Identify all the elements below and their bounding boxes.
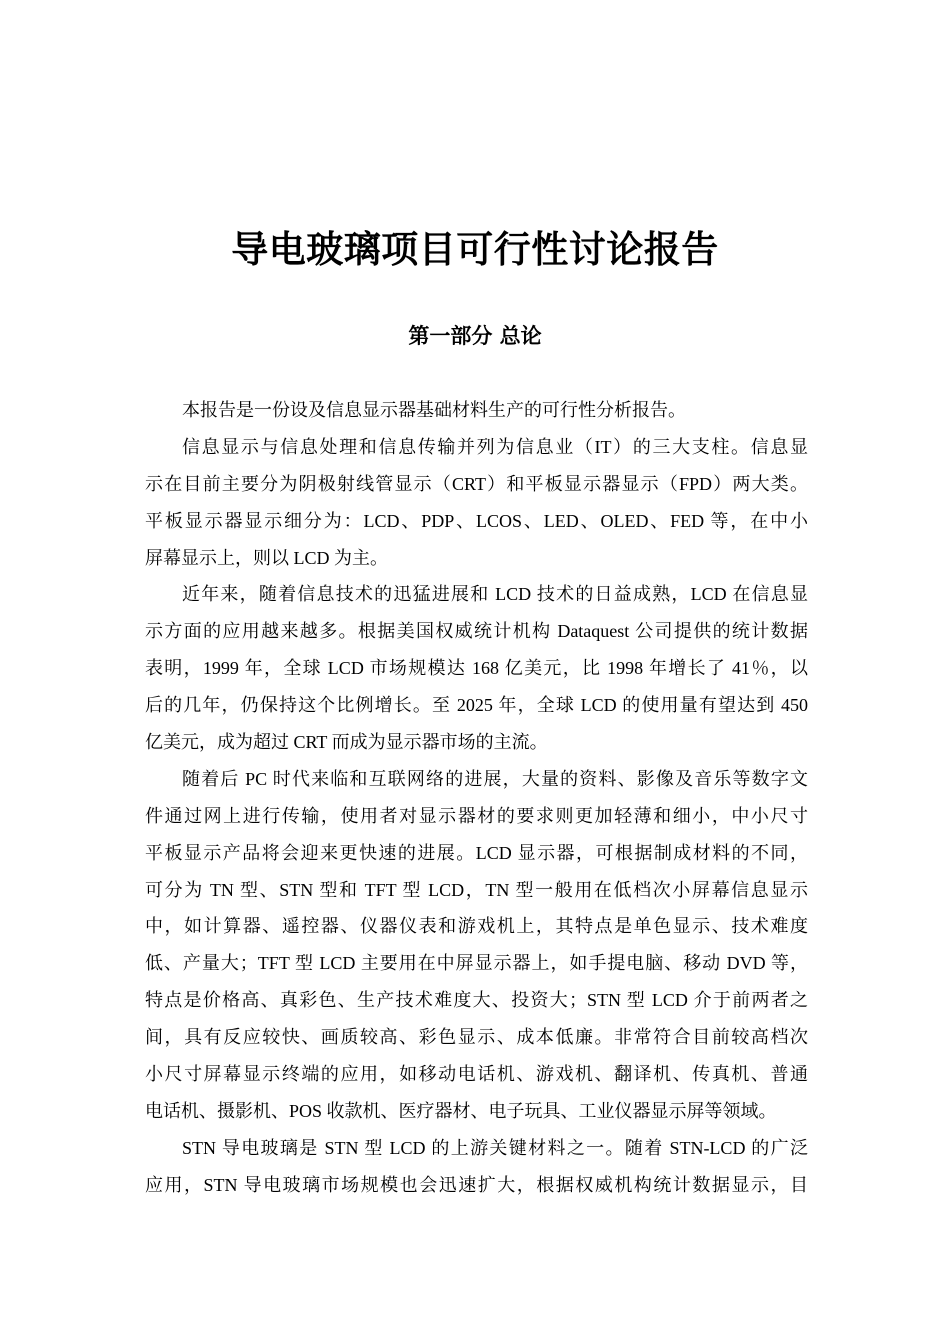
paragraph-4-line-10: 电话机、摄影机、POS 收款机、医疗器材、电子玩具、工业仪器显示屏等领域。 <box>145 1100 777 1121</box>
document-title: 导电玻璃项目可行性讨论报告 <box>231 228 719 271</box>
paragraph-3-line-5: 亿美元，成为超过 CRT 而成为显示器市场的主流。 <box>145 732 548 753</box>
paragraph-3-line-3: 表明，1999 年，全球 LCD 市场规模达 168 亿美元，比 1998 年增长了 41％，以 <box>145 658 808 679</box>
paragraph-2-line-2: 示在目前主要分为阴极射线管显示（CRT）和平板显示器显示（FPD）两大类。 <box>145 473 808 494</box>
paragraph-2-line-1: 信息显示与信息处理和信息传输并列为信息业（IT）的三大支柱。信息显 <box>182 436 808 457</box>
paragraph-4-line-3: 平板显示产品将会迎来更快速的进展。LCD 显示器，可根据制成材料的不同， <box>145 842 808 863</box>
paragraph-4-line-4: 可分为 TN 型、STN 型和 TFT 型 LCD，TN 型一般用在低档次小屏幕信息显示 <box>145 879 808 900</box>
paragraph-4-line-1: 随着后 PC 时代来临和互联网络的进展，大量的资料、影像及音乐等数字文 <box>182 768 808 789</box>
paragraph-5-line-2: 应用，STN 导电玻璃市场规模也会迅速扩大，根据权威机构统计数据显示，目 <box>145 1174 808 1195</box>
paragraph-3-line-1: 近年来，随着信息技术的迅猛进展和 LCD 技术的日益成熟，LCD 在信息显 <box>182 584 808 605</box>
paragraph-3-line-2: 示方面的应用越来越多。根据美国权威统计机构 Dataquest 公司提供的统计数据 <box>145 621 808 642</box>
paragraph-2-line-3: 平板显示器显示细分为：LCD、PDP、LCOS、LED、OLED、FED 等，在中小 <box>145 510 808 531</box>
paragraph-3-line-4: 后的几年，仍保持这个比例增长。至 2025 年，全球 LCD 的使用量有望达到 450 <box>145 695 808 716</box>
paragraph-5-line-1: STN 导电玻璃是 STN 型 LCD 的上游关键材料之一。随着 STN-LCD 的广泛 <box>182 1137 808 1158</box>
document-body <box>145 392 808 1204</box>
paragraph-4-line-8: 间，具有反应较快、画质较高、彩色显示、成本低廉。非常符合目前较高档次 <box>145 1027 808 1048</box>
paragraph-4-line-2: 件通过网上进行传输，使用者对显示器材的要求则更加轻薄和细小，中小尺寸 <box>145 805 808 826</box>
paragraph-4-line-9: 小尺寸屏幕显示终端的应用，如移动电话机、游戏机、翻译机、传真机、普通 <box>145 1064 808 1085</box>
paragraph-1-line-1: 本报告是一份设及信息显示器基础材料生产的可行性分析报告。 <box>182 400 686 420</box>
paragraph-2-line-4: 屏幕显示上，则以 LCD 为主。 <box>145 547 388 568</box>
paragraph-4-line-7: 特点是价格高、真彩色、生产技术难度大、投资大；STN 型 LCD 介于前两者之 <box>145 990 808 1011</box>
paragraph-4-line-6: 低、产量大；TFT 型 LCD 主要用在中屏显示器上，如手提电脑、移动 DVD 等， <box>145 953 808 974</box>
paragraph-4-line-5: 中，如计算器、遥控器、仪器仪表和游戏机上，其特点是单色显示、技术难度 <box>145 916 808 937</box>
section-heading: 第一部分 总论 <box>408 324 542 348</box>
